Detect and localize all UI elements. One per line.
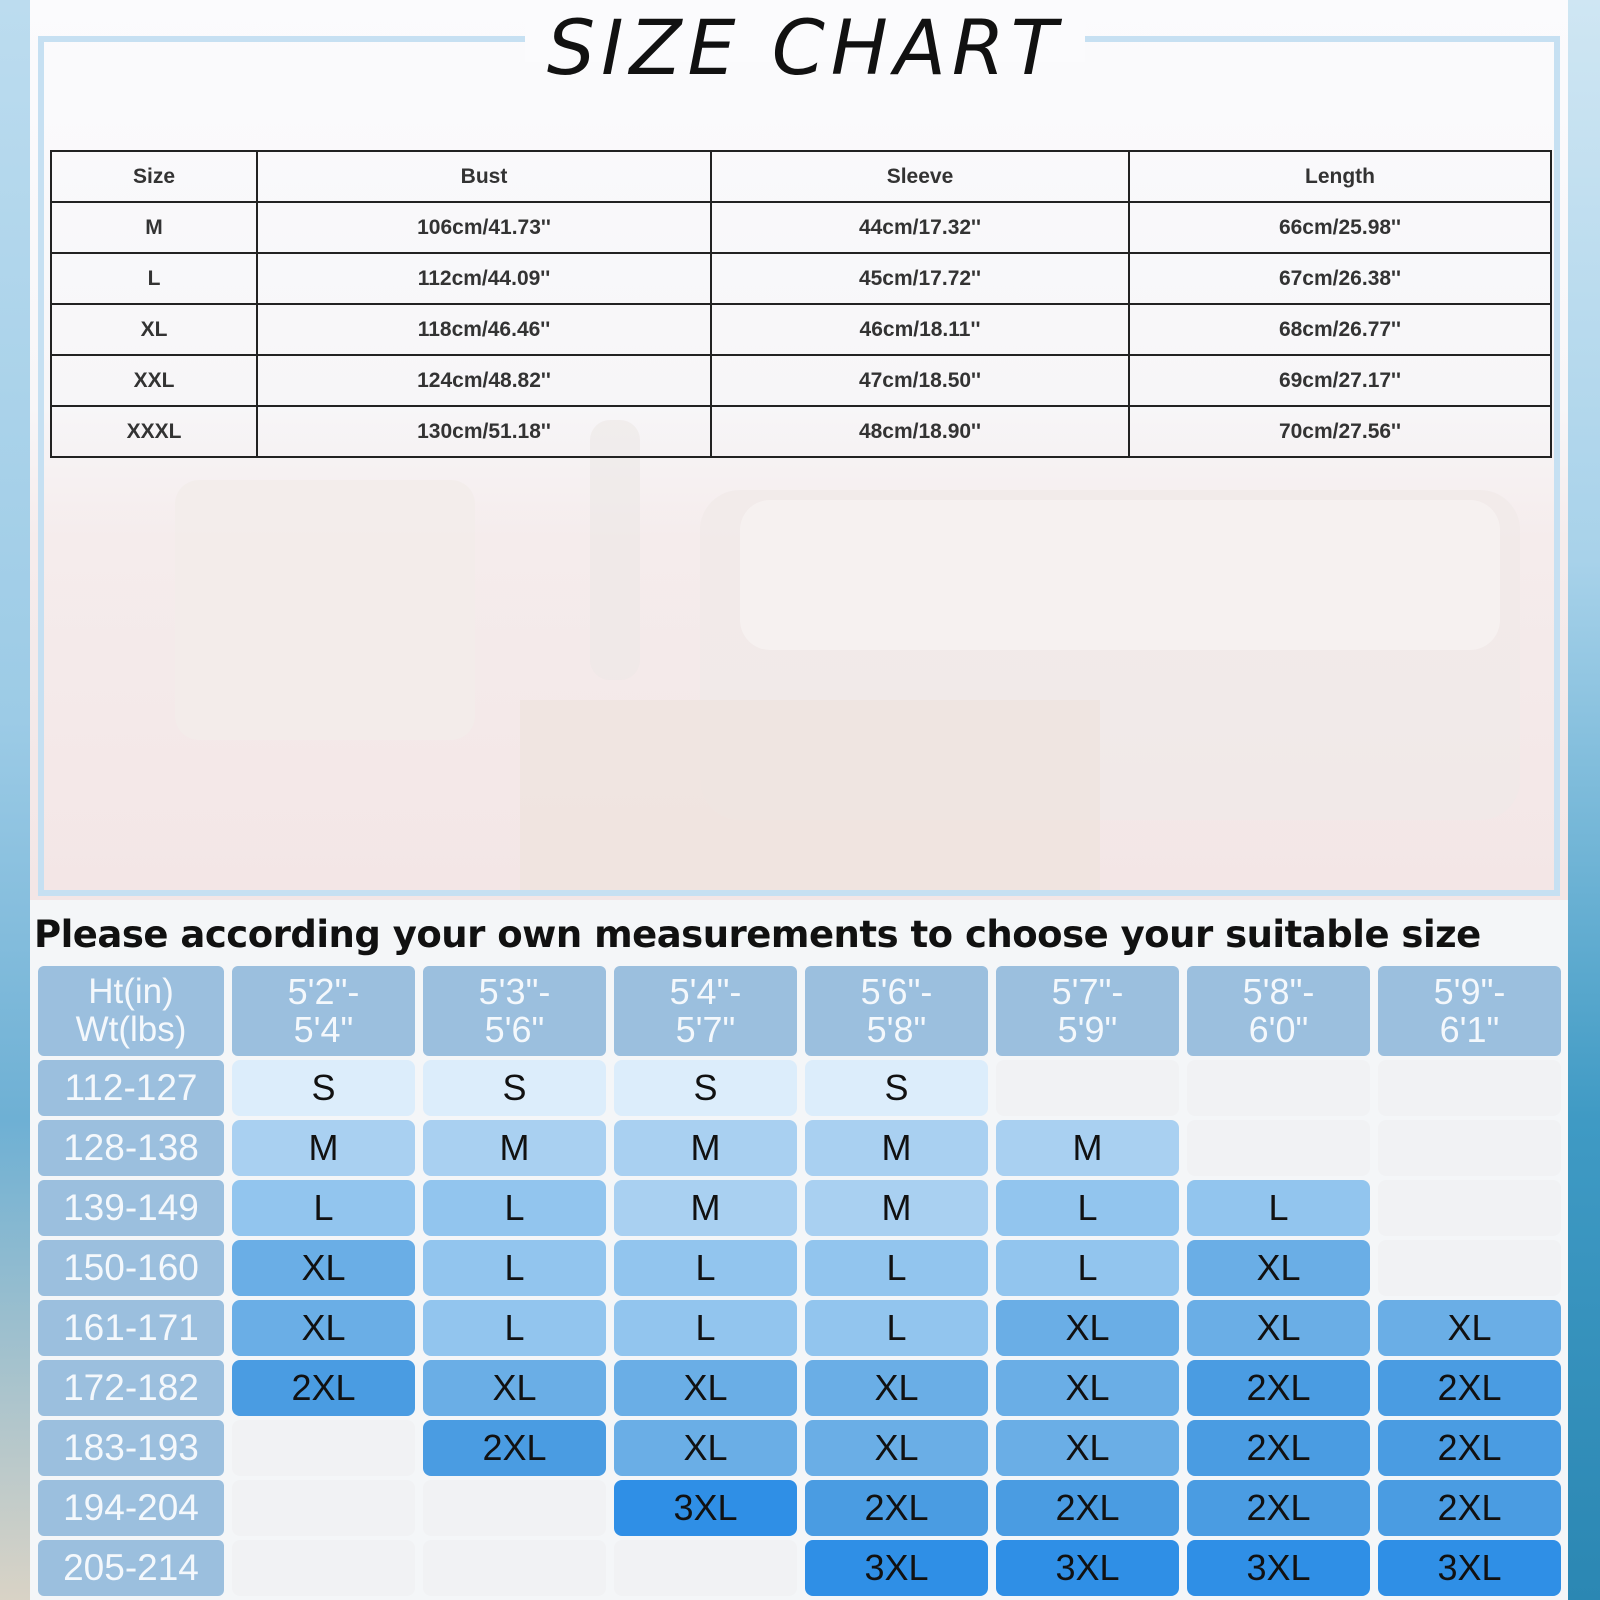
height-label: 5'7" — [675, 1009, 736, 1050]
size-cell — [232, 1480, 415, 1536]
size-cell: M — [996, 1120, 1179, 1176]
table-cell: 44cm/17.32'' — [711, 202, 1129, 253]
table-cell: 124cm/48.82'' — [257, 355, 711, 406]
height-label: 5'6"- — [860, 971, 933, 1012]
table-cell: 130cm/51.18'' — [257, 406, 711, 457]
size-cell: L — [614, 1300, 797, 1356]
height-label: 5'3"- — [478, 971, 551, 1012]
beach-background-right — [1568, 0, 1600, 1600]
size-cell: XL — [1378, 1300, 1561, 1356]
table-cell: 46cm/18.11'' — [711, 304, 1129, 355]
size-cell: L — [1187, 1180, 1370, 1236]
weight-header: 112-127 — [38, 1060, 224, 1116]
size-cell: 2XL — [1187, 1480, 1370, 1536]
size-cell — [232, 1540, 415, 1596]
weight-header: 150-160 — [38, 1240, 224, 1296]
table-cell: 66cm/25.98'' — [1129, 202, 1551, 253]
size-cell: 2XL — [805, 1480, 988, 1536]
weight-header: 205-214 — [38, 1540, 224, 1596]
height-label: 5'9" — [1057, 1009, 1118, 1050]
size-cell: 3XL — [1378, 1540, 1561, 1596]
height-header — [1378, 966, 1561, 1056]
table-cell: M — [51, 202, 257, 253]
size-cell — [1187, 1060, 1370, 1116]
size-cell: 3XL — [996, 1540, 1179, 1596]
grid-corner-header — [38, 966, 224, 1056]
size-cell: 2XL — [1378, 1480, 1561, 1536]
table-row — [51, 304, 1551, 355]
size-cell: L — [996, 1240, 1179, 1296]
height-header — [1187, 966, 1370, 1056]
height-label: 5'9"- — [1433, 971, 1506, 1012]
size-cell: XL — [805, 1360, 988, 1416]
size-cell: 2XL — [1187, 1360, 1370, 1416]
size-cell: L — [423, 1240, 606, 1296]
size-cell: M — [805, 1120, 988, 1176]
height-header — [232, 966, 415, 1056]
height-header — [614, 966, 797, 1056]
page-title: SIZE CHART — [546, 3, 1064, 92]
size-cell: XL — [423, 1360, 606, 1416]
header-bust: Bust — [257, 151, 711, 202]
table-row — [51, 253, 1551, 304]
size-cell: 2XL — [996, 1480, 1179, 1536]
size-cell: 2XL — [423, 1420, 606, 1476]
table-cell: XXL — [51, 355, 257, 406]
size-cell — [1378, 1060, 1561, 1116]
size-cell: M — [232, 1120, 415, 1176]
table-row — [51, 406, 1551, 457]
size-cell — [423, 1480, 606, 1536]
height-label: 5'7"- — [1051, 971, 1124, 1012]
table-cell: 68cm/26.77'' — [1129, 304, 1551, 355]
table-cell: 45cm/17.72'' — [711, 253, 1129, 304]
size-cell: M — [614, 1180, 797, 1236]
size-cell: XL — [614, 1420, 797, 1476]
table-cell: XL — [51, 304, 257, 355]
size-cell — [232, 1420, 415, 1476]
size-advice-note: Please according your own measurements to choose your suitable size — [34, 913, 1481, 956]
measurement-body — [51, 202, 1551, 457]
table-cell: 67cm/26.38'' — [1129, 253, 1551, 304]
size-cell — [423, 1540, 606, 1596]
table-row — [51, 202, 1551, 253]
table-cell: 47cm/18.50'' — [711, 355, 1129, 406]
table-cell: 106cm/41.73'' — [257, 202, 711, 253]
header-length: Length — [1129, 151, 1551, 202]
size-cell — [996, 1060, 1179, 1116]
size-cell: 2XL — [1378, 1360, 1561, 1416]
size-cell: 2XL — [1187, 1420, 1370, 1476]
size-cell: XL — [1187, 1300, 1370, 1356]
size-cell: S — [423, 1060, 606, 1116]
size-cell: 2XL — [232, 1360, 415, 1416]
size-cell: XL — [996, 1360, 1179, 1416]
size-cell: M — [423, 1120, 606, 1176]
header-size: Size — [51, 151, 257, 202]
table-row — [51, 355, 1551, 406]
size-cell: L — [805, 1240, 988, 1296]
weight-header: 194-204 — [38, 1480, 224, 1536]
corner-label: Ht(in) — [88, 972, 174, 1011]
size-cell — [1378, 1240, 1561, 1296]
size-cell: XL — [232, 1300, 415, 1356]
table-cell: 118cm/46.46'' — [257, 304, 711, 355]
size-cell: L — [805, 1300, 988, 1356]
size-cell — [1378, 1120, 1561, 1176]
size-cell: L — [423, 1300, 606, 1356]
weight-header: 139-149 — [38, 1180, 224, 1236]
height-header — [423, 966, 606, 1056]
height-label: 6'0" — [1248, 1009, 1309, 1050]
size-cell: M — [614, 1120, 797, 1176]
weight-header: 128-138 — [38, 1120, 224, 1176]
size-cell: S — [805, 1060, 988, 1116]
size-cell — [614, 1540, 797, 1596]
size-cell: L — [423, 1180, 606, 1236]
size-cell: L — [232, 1180, 415, 1236]
size-cell: XL — [996, 1300, 1179, 1356]
size-cell: 3XL — [1187, 1540, 1370, 1596]
size-cell: S — [614, 1060, 797, 1116]
size-cell — [1378, 1180, 1561, 1236]
height-label: 5'8" — [866, 1009, 927, 1050]
beach-background-left — [0, 0, 30, 1600]
table-cell: 69cm/27.17'' — [1129, 355, 1551, 406]
size-cell: L — [996, 1180, 1179, 1236]
corner-label: Wt(lbs) — [75, 1010, 187, 1049]
height-weight-grid — [38, 966, 1566, 1596]
size-cell: 3XL — [805, 1540, 988, 1596]
weight-header: 161-171 — [38, 1300, 224, 1356]
height-label: 5'8"- — [1242, 971, 1315, 1012]
size-cell: XL — [232, 1240, 415, 1296]
size-cell: XL — [805, 1420, 988, 1476]
size-cell: L — [614, 1240, 797, 1296]
table-cell: 112cm/44.09'' — [257, 253, 711, 304]
size-cell: M — [805, 1180, 988, 1236]
table-cell: 70cm/27.56'' — [1129, 406, 1551, 457]
size-cell: XL — [1187, 1240, 1370, 1296]
measurement-table — [50, 150, 1552, 458]
size-cell: S — [232, 1060, 415, 1116]
size-cell: XL — [996, 1420, 1179, 1476]
size-cell: 2XL — [1378, 1420, 1561, 1476]
size-cell — [1187, 1120, 1370, 1176]
header-sleeve: Sleeve — [711, 151, 1129, 202]
size-cell: 3XL — [614, 1480, 797, 1536]
height-label: 5'2"- — [287, 971, 360, 1012]
table-cell: XXXL — [51, 406, 257, 457]
measurement-header-row — [51, 151, 1551, 202]
size-cell: XL — [614, 1360, 797, 1416]
height-label: 5'4"- — [669, 971, 742, 1012]
height-label: 6'1" — [1439, 1009, 1500, 1050]
table-cell: L — [51, 253, 257, 304]
height-label: 5'4" — [293, 1009, 354, 1050]
height-header — [805, 966, 988, 1056]
height-header — [996, 966, 1179, 1056]
height-label: 5'6" — [484, 1009, 545, 1050]
weight-header: 172-182 — [38, 1360, 224, 1416]
weight-header: 183-193 — [38, 1420, 224, 1476]
table-cell: 48cm/18.90'' — [711, 406, 1129, 457]
